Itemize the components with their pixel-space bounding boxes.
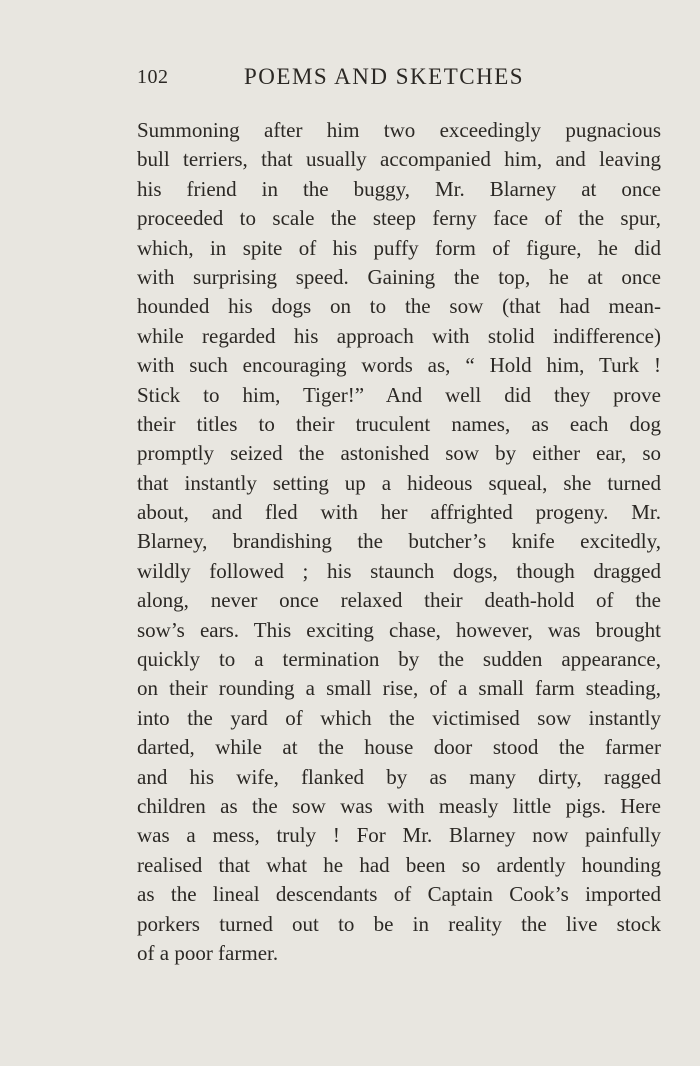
text-line: his friend in the buggy, Mr. Blarney at once [137, 176, 661, 201]
page-number: 102 [137, 66, 169, 88]
text-line: that instantly setting up a hideous squeal, she turned [137, 470, 661, 495]
text-line: quickly to a termination by the sudden appearance, [137, 647, 661, 672]
text-line: porkers turned out to be in reality the live stock [137, 911, 661, 936]
page-header [137, 64, 661, 100]
text-line: along, never once relaxed their death-hold of the [137, 588, 661, 613]
text-line: as the lineal descendants of Captain Cook’s imported [137, 882, 661, 907]
text-line: and his wife, flanked by as many dirty, ragged [137, 764, 661, 789]
text-line: realised that what he had been so ardently hounding [137, 852, 661, 877]
text-line: proceeded to scale the steep ferny face of the spur, [137, 206, 661, 231]
text-line: sow’s ears. This exciting chase, however, was brought [137, 617, 661, 642]
text-line: on their rounding a small rise, of a small farm steading, [137, 676, 661, 701]
text-line: Blarney, brandishing the butcher’s knife excitedly, [137, 529, 661, 554]
text-line: with surprising speed. Gaining the top, he at once [137, 264, 661, 289]
text-line: promptly seized the astonished sow by either ear, so [137, 441, 661, 466]
text-line: was a mess, truly ! For Mr. Blarney now painfully [137, 823, 661, 848]
text-line: Summoning after him two exceedingly pugnacious [137, 118, 661, 142]
text-line: wildly followed ; his staunch dogs, though dragged [137, 558, 661, 583]
text-line: darted, while at the house door stood the farmer [137, 735, 661, 760]
text-line: while regarded his approach with stolid indifference) [137, 323, 661, 348]
text-line: Stick to him, Tiger!” And well did they prove [137, 382, 661, 407]
body-text [137, 116, 661, 968]
running-title: POEMS AND SKETCHES [244, 64, 525, 89]
text-line: which, in spite of his puffy form of figure, he did [137, 235, 661, 260]
text-line: hounded his dogs on to the sow (that had mean- [137, 294, 661, 319]
text-line: their titles to their truculent names, as each dog [137, 411, 661, 436]
text-line-last: of a poor farmer. [137, 940, 279, 965]
text-line: about, and fled with her affrighted progeny. Mr. [137, 500, 661, 525]
text-line: children as the sow was with measly little pigs. Here [137, 793, 661, 818]
text-line: bull terriers, that usually accompanied him, and leaving [137, 147, 661, 172]
text-line: with such encouraging words as, “ Hold him, Turk ! [137, 353, 661, 378]
text-line: into the yard of which the victimised sow instantly [137, 705, 661, 730]
